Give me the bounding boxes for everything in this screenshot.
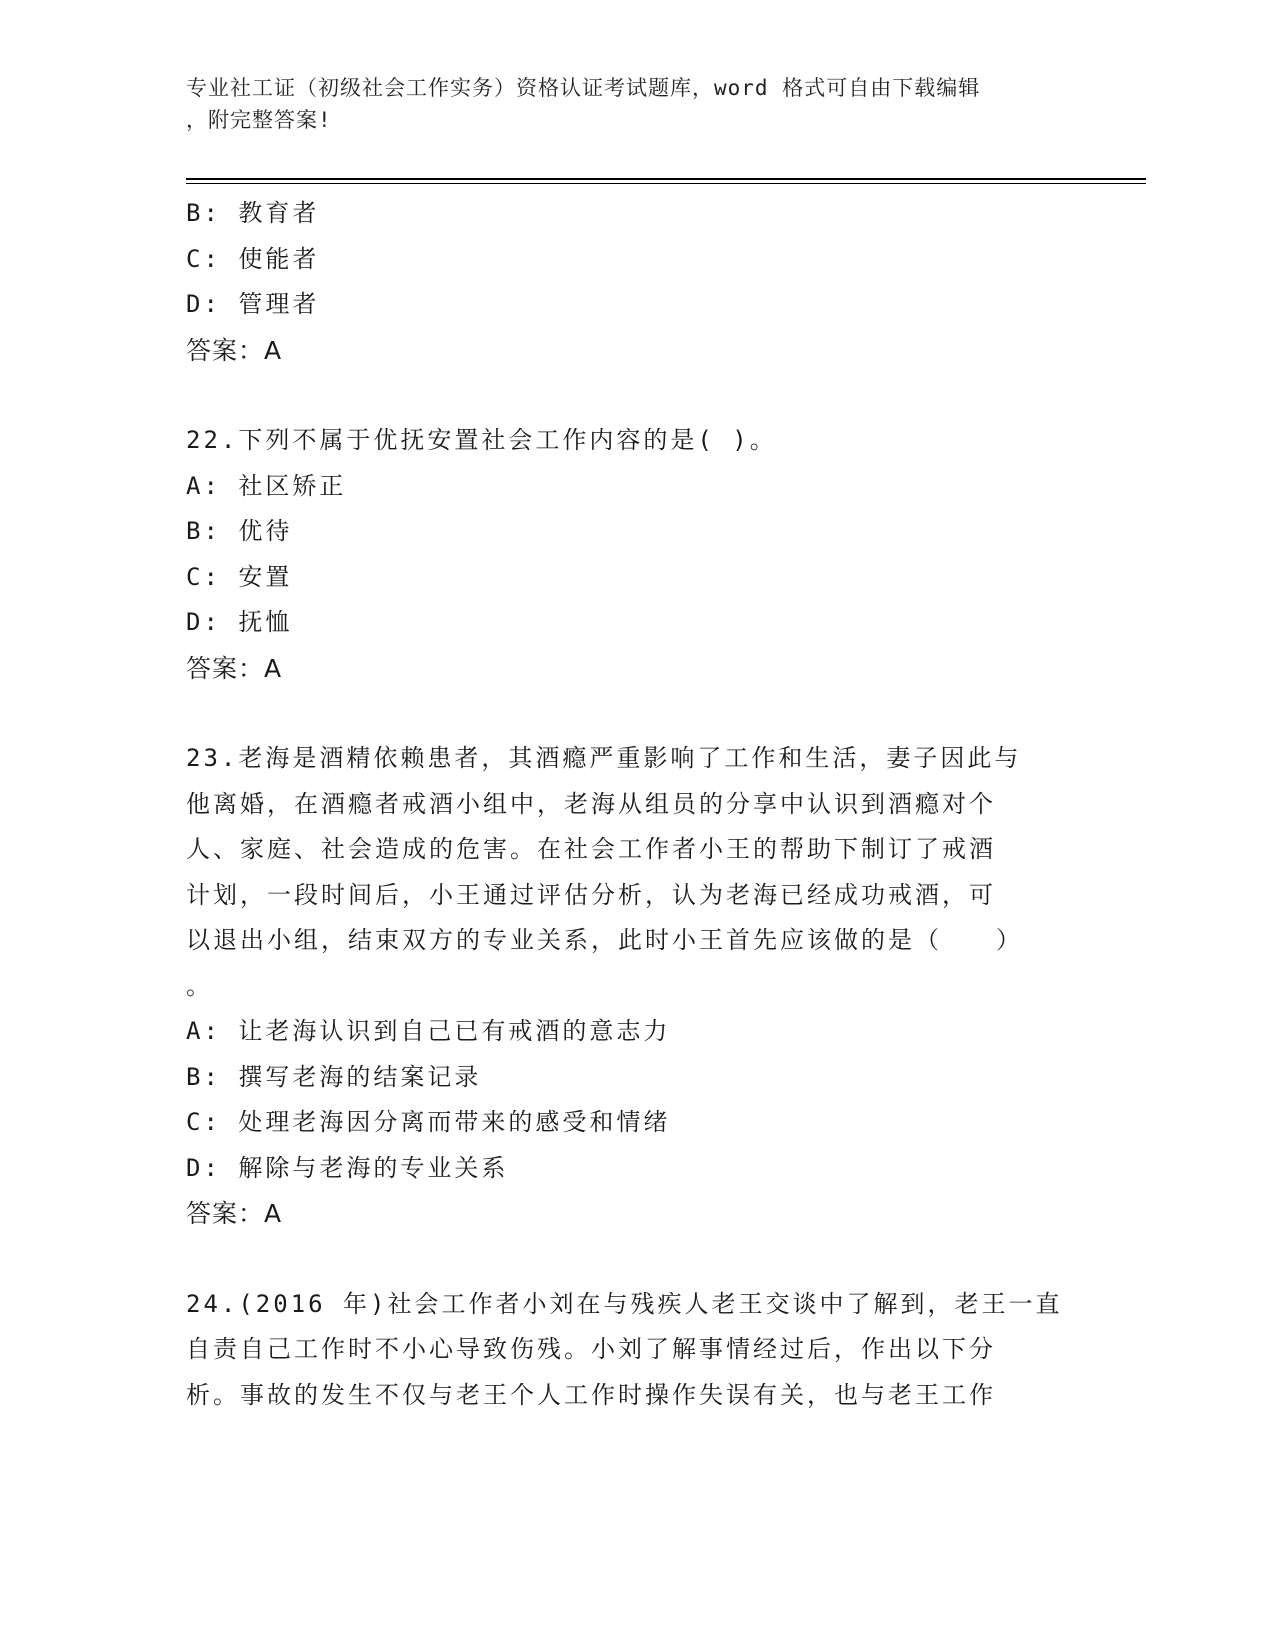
option-d: D: 解除与老海的专业关系: [186, 1153, 509, 1182]
option-a: A: 社区矫正: [186, 471, 347, 500]
stem-line: 计划，一段时间后，小王通过评估分析，认为老海已经成功戒酒，可: [186, 880, 996, 909]
answer: 答案：A: [186, 335, 283, 365]
spacer: [186, 1237, 1086, 1282]
stem-line: 。: [186, 971, 213, 1000]
stem-line: 24.(2016 年)社会工作者小刘在与残疾人老王交谈中了解到，老王一直: [186, 1289, 1063, 1318]
question-23: [186, 736, 1086, 1237]
header-title-line-1: 专业社工证（初级社会工作实务）资格认证考试题库，word 格式可自由下载编辑: [186, 76, 981, 100]
question-stem: [186, 736, 1086, 1009]
question-stem: 22.下列不属于优抚安置社会工作内容的是( )。: [186, 426, 777, 454]
answer: 答案：A: [186, 1199, 283, 1228]
stem-line: 自责自己工作时不小心导致伤残。小刘了解事情经过后，作出以下分: [186, 1335, 996, 1363]
header-title-line-2: ，附完整答案!: [186, 108, 332, 132]
option-c: C: 处理老海因分离而带来的感受和情绪: [186, 1108, 671, 1136]
option-c: C: 安置: [186, 562, 293, 591]
stem-line: 23.老海是酒精依赖患者，其酒瘾严重影响了工作和生活，妻子因此与: [186, 744, 1022, 772]
stem-line: 他离婚，在酒瘾者戒酒小组中，老海从组员的分享中认识到酒瘾对个: [186, 789, 996, 818]
header-rule-top: [186, 178, 1146, 180]
option-d: D: 管理者: [186, 290, 320, 318]
option-a: A: 让老海认识到自己已有戒酒的意志力: [186, 1017, 671, 1045]
option-b: B: 撰写老海的结案记录: [186, 1062, 482, 1091]
page-header: [186, 72, 1066, 136]
answer: 答案：A: [186, 653, 283, 683]
document-body: [186, 191, 1086, 1418]
stem-line: 以退出小组，结束双方的专业关系，此时小王首先应该做的是（ ）: [186, 926, 1023, 954]
stem-line: 人、家庭、社会造成的危害。在社会工作者小王的帮助下制订了戒酒: [186, 835, 996, 863]
question-24: [186, 1282, 1086, 1419]
stem-line: 析。事故的发生不仅与老王个人工作时操作失误有关，也与老王工作: [186, 1380, 996, 1409]
option-b: B: 教育者: [186, 199, 320, 227]
header-rule-bottom: [186, 183, 1146, 184]
option-b: B: 优待: [186, 517, 293, 545]
option-c: C: 使能者: [186, 244, 320, 273]
question-stem: [186, 1282, 1086, 1419]
option-d: D: 抚恤: [186, 608, 293, 636]
spacer: [186, 373, 1086, 418]
spacer: [186, 691, 1086, 736]
question-21: [186, 191, 1086, 373]
question-22: [186, 418, 1086, 691]
